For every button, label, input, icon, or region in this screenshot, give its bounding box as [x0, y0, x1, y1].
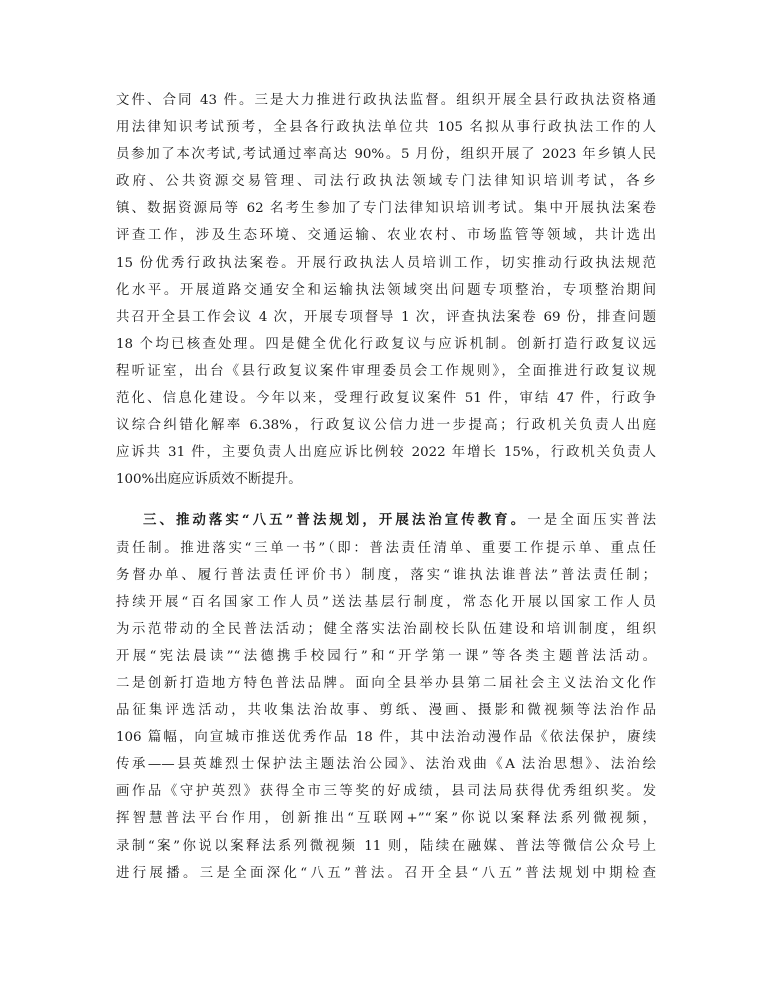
text-line: 开展“宪法晨读”“法德携手校园行”和“开学第一课”等各类主题普法活动。 [116, 648, 656, 664]
text-line: 评查工作，涉及生态环境、交通运输、农业农村、市场监管等领域，共计选出 [116, 228, 656, 244]
text-line: 18 个均已核查处理。四是健全优化行政复议与应诉机制。创新打造行政复议远 [116, 336, 656, 352]
text-line: 务督办单、履行普法责任评价书）制度，落实“谁执法谁普法”普法责任制； [116, 567, 656, 583]
text-line: 为示范带动的全民普法活动；健全落实法治副校长队伍建设和培训制度，组织 [116, 621, 656, 637]
text-line: 程听证室，出台《县行政复议案件审理委员会工作规则》，全面推进行政复议规 [116, 363, 656, 379]
text-line: 持续开展“百名国家工作人员”送法基层行制度，常态化开展以国家工作人员 [116, 594, 656, 610]
text-line: 范化、信息化建设。今年以来，受理行政复议案件 51 件，审结 47 件，行政争 [116, 391, 656, 407]
text-line: 106 篇幅，向宣城市推送优秀作品 18 件，其中法治动漫作品《依法保护，赓续 [116, 730, 656, 746]
text-line: 挥智慧普法平台作用，创新推出“互联网+”“案”你说以案释法系列微视频， [116, 811, 656, 827]
text-line: 二是创新打造地方特色普法品牌。面向全县举办县第二届社会主义法治文化作 [116, 675, 656, 691]
text-line: 应诉共 31 件，主要负责人出庭应诉比例较 2022 年增长 15%，行政机关负责人 [116, 445, 656, 461]
paragraph-legal-publicity [116, 507, 656, 886]
text-run: 一是全面压实普法 [527, 513, 657, 529]
paragraph-spacing [116, 493, 656, 507]
text-line: 镇、数据资源局等 62 名考生参加了专门法律知识培训考试。集中开展执法案卷 [116, 201, 656, 217]
paragraph-administrative-enforcement [116, 87, 656, 493]
text-line: 进行展播。三是全面深化“八五”普法。召开全县“八五”普法规划中期检查 [116, 865, 656, 881]
text-line: 文件、合同 43 件。三是大力推进行政执法监督。组织开展全县行政执法资格通 [116, 93, 656, 108]
text-line: 品征集评选活动，共收集法治故事、剪纸、漫画、摄影和微视频等法治作品 [116, 703, 656, 719]
text-line-with-heading [116, 507, 656, 534]
text-line: 用法律知识考试预考，全县各行政执法单位共 105 名拟从事行政执法工作的人 [116, 120, 656, 136]
text-line: 共召开全县工作会议 4 次，开展专项督导 1 次，评查执法案卷 69 份，排查问题 [116, 309, 656, 325]
text-line: 化水平。开展道路交通安全和运输执法领域突出问题专项整治，专项整治期间 [116, 282, 656, 298]
document-body [116, 87, 656, 887]
text-line: 员参加了本次考试,考试通过率高达 90%。5 月份，组织开展了 2023 年乡镇人民 [116, 147, 656, 163]
text-line: 议综合纠错化解率 6.38%，行政复议公信力进一步提高；行政机关负责人出庭 [116, 418, 656, 434]
text-line: 政府、公共资源交易管理、司法行政执法领域专门法律知识培训考试，各乡 [116, 174, 656, 190]
text-line: 责任制。推进落实“三单一书”（即：普法责任清单、重要工作提示单、重点任 [116, 540, 656, 556]
text-line: 画作品《守护英烈》获得全市三等奖的好成绩，县司法局获得优秀组织奖。发 [116, 784, 656, 800]
text-line: 100%出庭应诉质效不断提升。 [116, 472, 302, 488]
text-line: 15 份优秀行政执法案卷。开展行政执法人员培训工作，切实推动行政执法规范 [116, 255, 656, 271]
text-line: 传承——县英雄烈士保护法主题法治公园》、法治戏曲《A 法治思想》、法治绘 [116, 757, 656, 773]
text-line: 录制“案”你说以案释法系列微视频 11 则，陆续在融媒、普法等微信公众号上 [116, 838, 656, 854]
section-heading: 三、推动落实“八五”普法规划，开展法治宣传教育。 [143, 512, 528, 529]
